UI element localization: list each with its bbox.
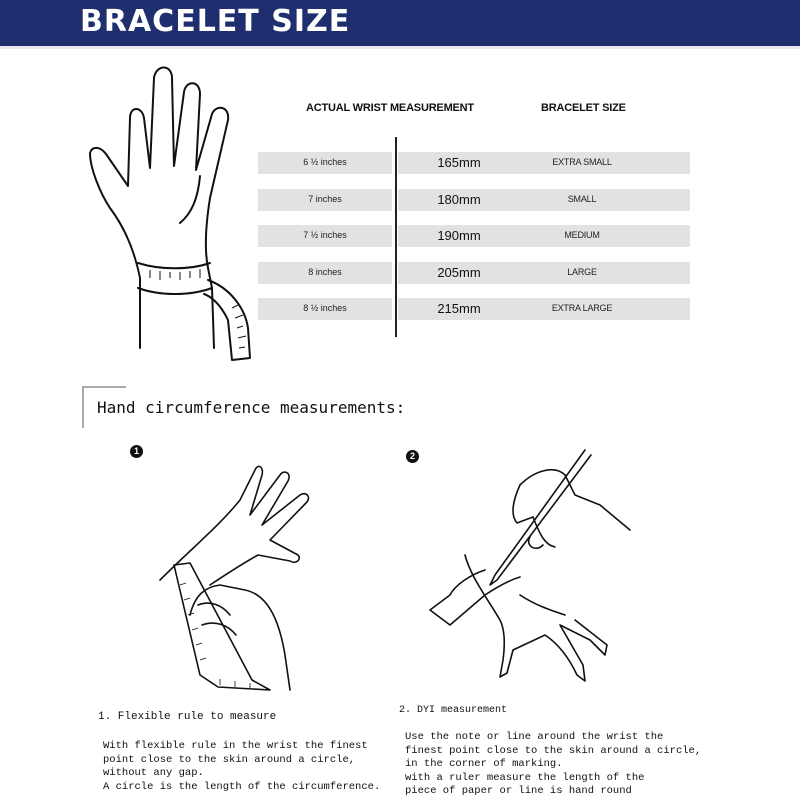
- size-table: [258, 92, 698, 332]
- column-header-size: BRACELET SIZE: [541, 102, 626, 114]
- step-2-description: [405, 731, 701, 799]
- step-1-line: point close to the skin around a circle,: [103, 753, 356, 766]
- bracelet-size: SMALL: [567, 194, 597, 204]
- table-row: [258, 298, 690, 320]
- wrist-inches: 7 inches: [308, 194, 342, 204]
- wrist-inches: 8 inches: [308, 267, 342, 277]
- step-1-line: without any gap.: [103, 767, 204, 779]
- wrist-mm: 180mm: [437, 192, 481, 207]
- bracelet-size: EXTRA SMALL: [552, 157, 612, 167]
- table-row: [258, 262, 690, 284]
- table-row: [258, 225, 690, 247]
- section-title: Hand circumference measurements:: [97, 398, 406, 417]
- wrist-inches: 7 ½ inches: [303, 230, 347, 240]
- page-title: BRACELET SIZE: [80, 4, 351, 39]
- column-header-wrist: ACTUAL WRIST MEASUREMENT: [306, 102, 474, 114]
- wrist-mm: 165mm: [437, 155, 481, 170]
- bracelet-size: EXTRA LARGE: [551, 303, 613, 313]
- flexible-rule-illustration: [150, 455, 330, 700]
- table-row: [258, 152, 690, 174]
- hand-tape-illustration: [80, 58, 260, 368]
- wrist-mm: 190mm: [437, 228, 481, 243]
- dyi-measurement-illustration: [425, 445, 640, 695]
- step-1-title: 1. Flexible rule to measure: [98, 711, 277, 723]
- step-number-1: 1: [130, 445, 143, 458]
- header-banner: [0, 0, 800, 49]
- wrist-inches: 6 ½ inches: [303, 157, 347, 167]
- step-2-line: with a ruler measure the length of the: [405, 771, 645, 784]
- step-1-line: With flexible rule in the wrist the finest: [103, 740, 368, 752]
- step-2-line: Use the note or line around the wrist the: [405, 731, 664, 743]
- bracelet-size: LARGE: [567, 267, 597, 277]
- step-1-line: A circle is the length of the circumference.: [103, 780, 381, 793]
- step-2-line: finest point close to the skin around a circle,: [405, 744, 702, 757]
- wrist-mm: 215mm: [437, 301, 481, 316]
- bracelet-size: MEDIUM: [564, 230, 600, 240]
- step-2-line: piece of paper or line is hand round: [405, 785, 632, 797]
- wrist-inches: 8 ½ inches: [303, 303, 347, 313]
- table-row: [258, 189, 690, 211]
- step-number-2: 2: [406, 450, 419, 463]
- step-2-title: 2. DYI measurement: [399, 705, 508, 716]
- wrist-mm: 205mm: [437, 265, 481, 280]
- step-2-line: in the corner of marking.: [405, 758, 563, 770]
- step-1-description: [103, 740, 380, 794]
